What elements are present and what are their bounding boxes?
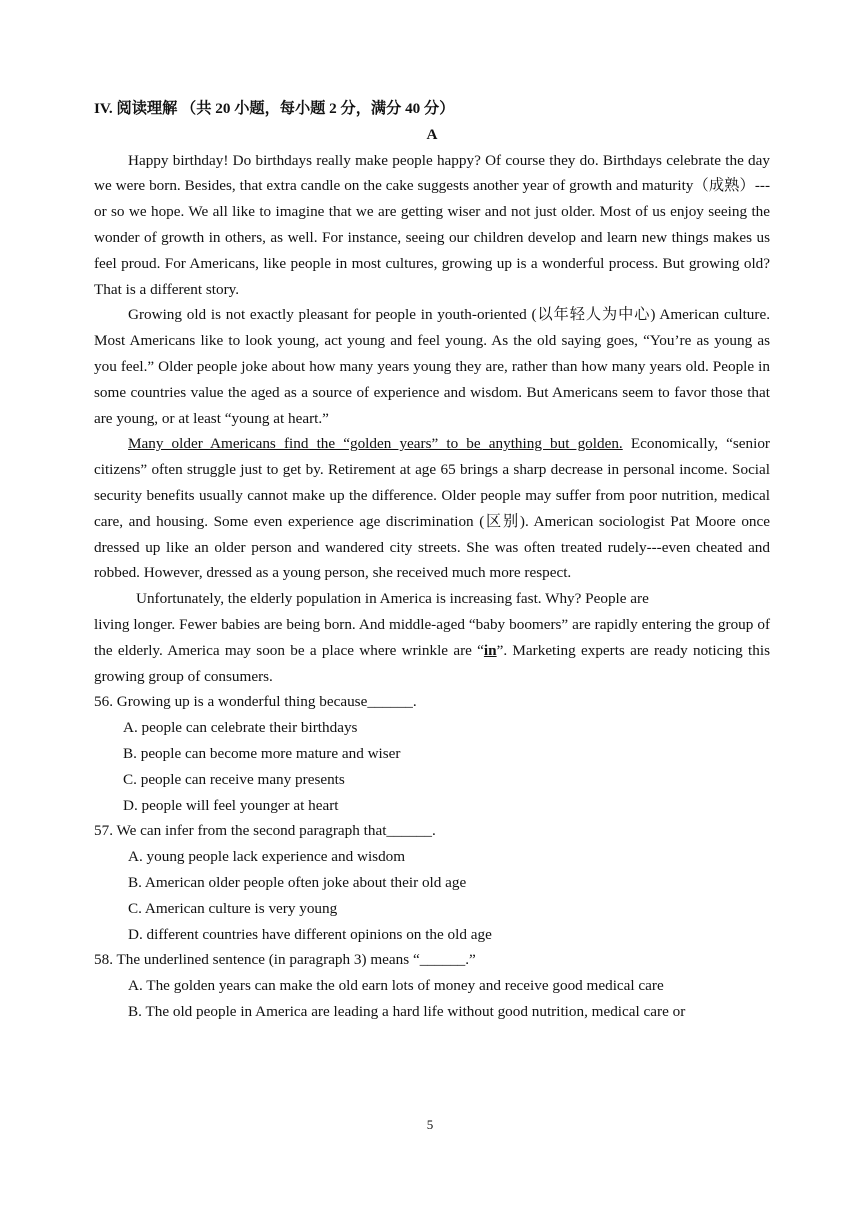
question-57 <box>94 818 770 947</box>
option-b: B. The old people in America are leading a hard life without good nutrition, medical care or <box>128 1002 686 1020</box>
paragraph-4-text: living longer. Fewer babies are being born. And middle-aged “baby boomers” are rapidly entering the group of the elderly. America may soon be a place where wrinkle are “ <box>94 615 770 659</box>
paragraph-4-tail: ”. Marketing experts are ready noticing this growing group of consumers. <box>94 641 770 685</box>
section-heading: IV. 阅读理解 （共 20 小题，每小题 2 分，满分 40 分） <box>94 100 455 117</box>
underlined-sentence: Many older Americans find the “golden years” to be anything but golden. <box>128 435 623 453</box>
passage-paragraph-1: Happy birthday! Do birthdays really make people happy? Of course they do. Birthdays celebrate the day we were born. Besides, that extra candle on the cake suggests another year of growth and maturity（成熟）---or so we hope. We all like to imagine that we are getting wiser and not just older. Most of us enjoy seeing the wonder of growth in others, as well. For instance, seeing our children develop and learn new things makes us feel proud. For Americans, like people in most cultures, growing up is a wonderful process. But growing old? That is a different story. <box>94 151 770 298</box>
paragraph-3-rest: Economically, “senior citizens” often struggle just to get by. Retirement at age 65 brings a sharp decrease in personal income. Social security benefits usually cannot make up the difference. Older people may suffer from poor nutrition, medical care, and housing. Some even experience age discrimination (区别). American sociologist Pat Moore once dressed up like an older person and wandered city streets. She was often treated rudely---even cheated and robbed. However, dressed as a young person, she received much more respect. <box>94 435 770 582</box>
question-stem: 57. We can infer from the second paragraph that______. <box>94 822 436 840</box>
question-stem: 58. The underlined sentence (in paragraph 3) means “______.” <box>94 951 476 969</box>
option-d: D. different countries have different opinions on the old age <box>128 925 492 943</box>
exam-page <box>94 96 770 1025</box>
question-58 <box>94 947 770 1024</box>
page-number: 5 <box>426 1117 434 1132</box>
emphasized-word: in <box>483 641 497 659</box>
option-a: A. people can celebrate their birthdays <box>123 719 358 737</box>
passage-paragraph-3 <box>94 431 770 586</box>
option-a: A. The golden years can make the old earn lots of money and receive good medical care <box>128 977 664 995</box>
passage-paragraph-4 <box>94 612 770 689</box>
passage-label: A <box>426 125 438 143</box>
option-c: C. American culture is very young <box>128 899 338 917</box>
option-list <box>94 973 770 1025</box>
option-d: D. people will feel younger at heart <box>123 796 339 814</box>
option-list <box>94 844 770 947</box>
passage-paragraph-4-first-line: Unfortunately, the elderly population in America is increasing fast. Why? People are <box>136 590 649 608</box>
passage-paragraph-2: Growing old is not exactly pleasant for people in youth-oriented (以年轻人为中心) American culture. Most Americans like to look young, act young and feel young. As the old saying goes, “You’re as young as you feel.” Older people joke about how many years young they are, rather than how many years old. People in some countries value the aged as a source of experience and wisdom. But Americans seem to favor those that are young, or at least “young at heart.” <box>94 306 770 427</box>
option-list <box>94 715 770 818</box>
option-b: B. people can become more mature and wiser <box>123 744 401 762</box>
option-c: C. people can receive many presents <box>123 770 345 788</box>
question-56 <box>94 689 770 818</box>
option-b: B. American older people often joke about their old age <box>128 873 467 891</box>
option-a: A. young people lack experience and wisdom <box>128 848 406 866</box>
question-stem: 56. Growing up is a wonderful thing because______. <box>94 693 417 711</box>
